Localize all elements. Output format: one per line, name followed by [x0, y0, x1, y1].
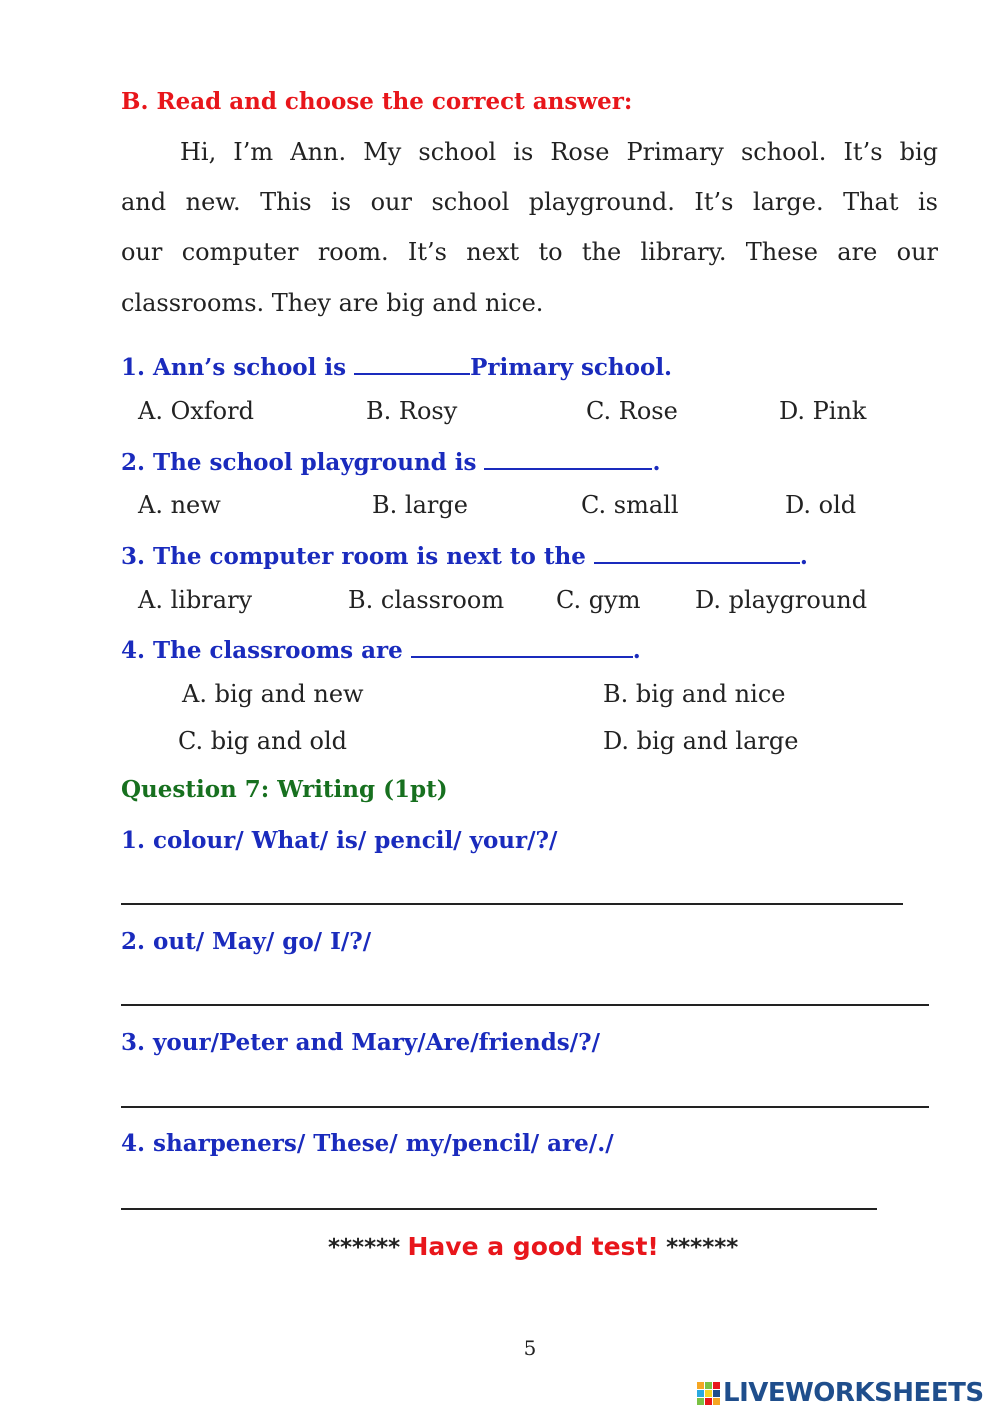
- question-2: [121, 446, 660, 476]
- option-b[interactable]: B. Rosy: [366, 397, 458, 425]
- answer-blank[interactable]: [594, 540, 800, 564]
- answer-blank[interactable]: [411, 634, 633, 658]
- option-d[interactable]: D. Pink: [779, 397, 867, 425]
- writing-item-4: 4. sharpeners/ These/ my/pencil/ are/./: [121, 1130, 614, 1157]
- option-a[interactable]: A. library: [138, 586, 253, 614]
- option-b[interactable]: B. big and nice: [603, 680, 786, 708]
- question-3: [121, 540, 808, 570]
- answer-line[interactable]: [121, 903, 903, 905]
- question-4: [121, 634, 641, 664]
- writing-item-2: 2. out/ May/ go/ I/?/: [121, 928, 372, 955]
- question-text-tail: .: [799, 543, 808, 570]
- closing-message: [328, 1232, 738, 1261]
- answer-blank[interactable]: [484, 446, 652, 470]
- option-a[interactable]: A. new: [138, 491, 221, 519]
- good-test-message: Have a good test!: [407, 1232, 659, 1261]
- liveworksheets-logo: [697, 1378, 984, 1408]
- question-text: 1. Ann’s school is: [121, 354, 355, 381]
- liveworksheets-logo-icon: [697, 1380, 721, 1406]
- writing-item-3: 3. your/Peter and Mary/Are/friends/?/: [121, 1029, 601, 1056]
- answer-line[interactable]: [121, 1106, 929, 1108]
- answer-line[interactable]: [121, 1004, 929, 1006]
- option-c[interactable]: C. Rose: [586, 397, 678, 425]
- passage-line: Hi, I’m Ann. My school is Rose Primary school. It’s big: [180, 138, 938, 166]
- stars-right: ******: [666, 1235, 739, 1261]
- passage-line: our computer room. It’s next to the library. These are our: [121, 238, 938, 266]
- question-7-heading: Question 7: Writing (1pt): [121, 776, 448, 803]
- answer-blank[interactable]: [354, 351, 470, 375]
- option-c[interactable]: C. small: [581, 491, 679, 519]
- option-b[interactable]: B. large: [372, 491, 468, 519]
- option-a[interactable]: A. big and new: [182, 680, 364, 708]
- option-d[interactable]: D. playground: [695, 586, 868, 614]
- writing-item-1: 1. colour/ What/ is/ pencil/ your/?/: [121, 827, 558, 854]
- question-text: 2. The school playground is: [121, 449, 485, 476]
- option-c[interactable]: C. big and old: [178, 727, 348, 755]
- passage-line: classrooms. They are big and nice.: [121, 289, 544, 317]
- option-a[interactable]: A. Oxford: [138, 397, 254, 425]
- question-text-tail: .: [652, 449, 661, 476]
- question-text: 3. The computer room is next to the: [121, 543, 594, 570]
- option-d[interactable]: D. old: [785, 491, 857, 519]
- option-b[interactable]: B. classroom: [348, 586, 505, 614]
- question-text: 4. The classrooms are: [121, 637, 411, 664]
- option-d[interactable]: D. big and large: [603, 727, 799, 755]
- answer-line[interactable]: [121, 1208, 877, 1210]
- stars-left: ******: [328, 1235, 401, 1261]
- passage-line: and new. This is our school playground. It’s large. That is: [121, 188, 938, 216]
- brand-name: LIVEWORKSHEETS: [723, 1378, 984, 1408]
- question-text-tail: .: [632, 637, 641, 664]
- page-number: 5: [523, 1336, 537, 1360]
- question-text-tail: Primary school.: [470, 354, 673, 381]
- option-c[interactable]: C. gym: [556, 586, 641, 614]
- question-1: [121, 351, 672, 381]
- section-b-heading: B. Read and choose the correct answer:: [121, 88, 633, 115]
